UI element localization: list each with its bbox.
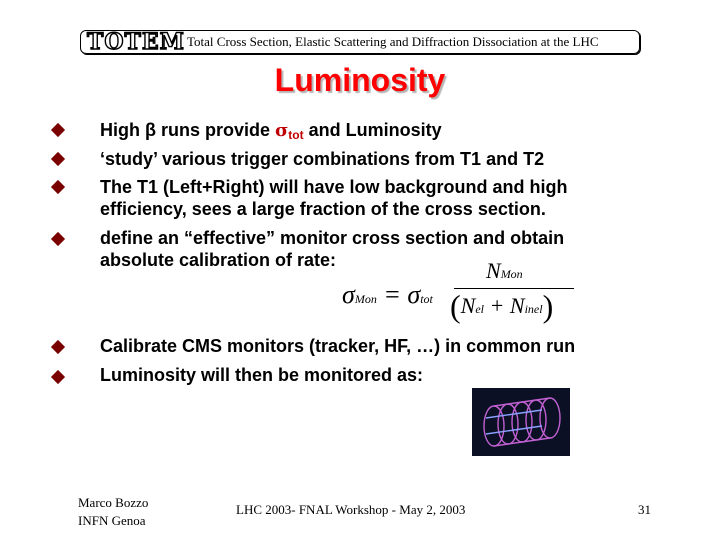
- page-number: 31: [638, 502, 651, 517]
- totem-logo: TOTEM: [87, 29, 186, 55]
- slide-title: Luminosity: [274, 62, 446, 98]
- detector-image: [472, 388, 570, 456]
- effective-cross-section-formula: σMon = σtot NMon (Nel + Ninel): [338, 258, 578, 318]
- bullet-3-line-1: The T1 (Left+Right) will have low background and high: [100, 177, 568, 197]
- diamond-bullet-icon: [51, 152, 65, 166]
- header-banner: [80, 30, 640, 54]
- diamond-bullet-icon: [51, 232, 65, 246]
- header-subtitle: Total Cross Section, Elastic Scattering and Diffraction Dissociation at the LHC: [187, 34, 599, 49]
- footer-event: LHC 2003- FNAL Workshop - May 2, 2003: [236, 502, 466, 517]
- diamond-bullet-icon: [51, 340, 65, 354]
- bullet-3-line-2: efficiency, sees a large fraction of the cross section.: [100, 199, 546, 219]
- bullet-2-text: ‘study’ various trigger combinations from T1 and T2: [100, 149, 545, 169]
- bullet-5-text: Calibrate CMS monitors (tracker, HF, …) in common run: [100, 336, 576, 356]
- bullet-4-line-1: define an “effective” monitor cross section and obtain: [100, 228, 565, 248]
- diamond-bullet-icon: [51, 180, 65, 194]
- bullet-6-text: Luminosity will then be monitored as:: [100, 365, 424, 385]
- diamond-bullet-icon: [51, 370, 65, 384]
- bullet-1-text: High β runs provide $\sigma_{tot}$ and Luminosity: [100, 120, 442, 142]
- bullet-4-line-2: absolute calibration of rate:: [100, 250, 337, 270]
- diamond-bullet-icon: [51, 123, 65, 137]
- footer-author: Marco Bozzo INFN Genoa: [78, 495, 149, 528]
